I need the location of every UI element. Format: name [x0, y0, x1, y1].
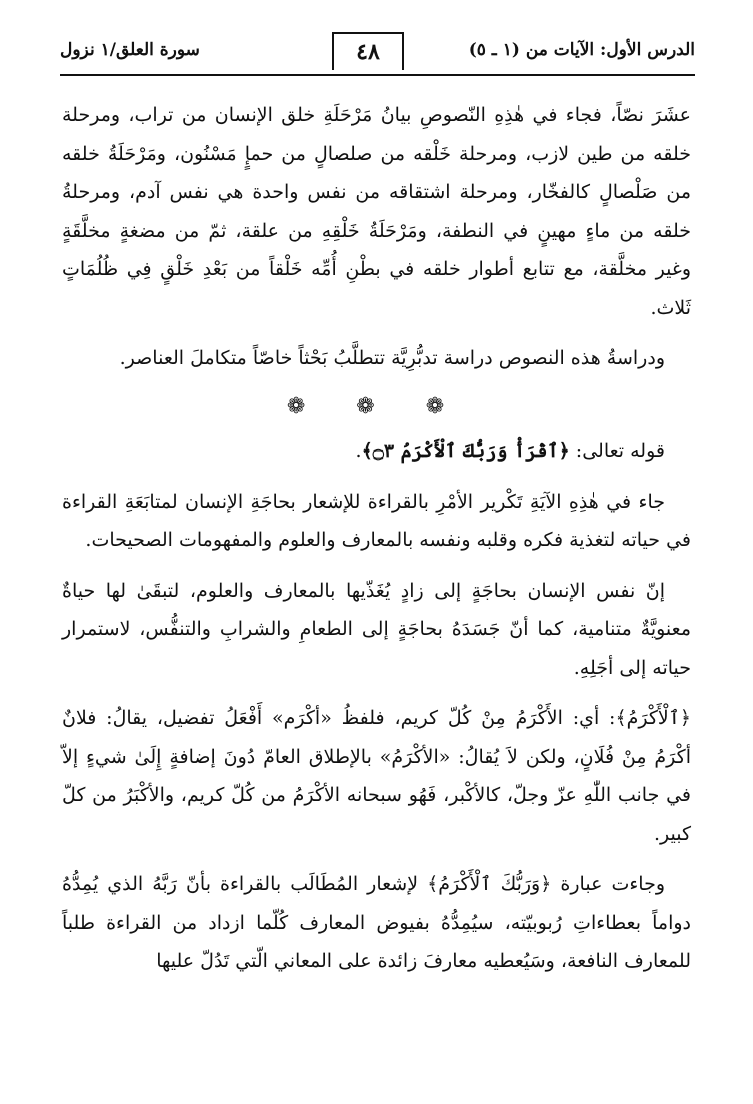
verse-heading: [62, 432, 691, 471]
paragraph-text: ودراسةُ هذه النصوص دراسة تدبُّرِيَّة تتطلَّبُ بَحْثاً خاصّاً متكاملَ العناصر.: [119, 347, 665, 369]
paragraph: [62, 699, 691, 853]
paragraph: [62, 865, 691, 981]
paragraph-text: إنّ نفس الإنسان بحاجَةٍ إلى زادٍ يُغَذّيها بالمعارف والعلوم، لتبقَىٰ لها حياةٌ معنويَّةٌ متنامية، كما أنّ جَسَدَهُ بحاجَةٍ إلى الطعامِ والشرابِ والتنفُّس، لاستمرار حياته إلى أجَلِهِ.: [62, 579, 691, 679]
page-body: [62, 96, 691, 981]
verse-lead: قوله تعالى:: [569, 440, 665, 462]
page-number: ٤٨: [332, 32, 404, 70]
surah-label: سورة العلق/١ نزول: [60, 40, 200, 60]
paragraph-text: ﴿ٱلْأَكْرَمُ﴾: أي: الأَكْرَمُ مِنْ كُلّ كريم، فلفظُ «أكْرَم» أَفْعَلُ تفضيل، يقالُ: فلانٌ أكْرَمُ مِنْ فُلَانٍ، ولكن لاَ يُقالُ: «الأكْرَمُ» بالإطلاق العامّ دُونَ إضافةٍ إِلَىٰ شيءٍ إلاّ في جانب اللّٰهِ عزّ وجلّ، كالأكْبر، فَهُو سبحانه الأكْرَمُ من كُلّ كريم، والأكْبَرُ من كلّ كبير.: [62, 707, 691, 845]
paragraph: [62, 339, 691, 378]
paragraph-text: جاء في هٰذِهِ الآيَةِ تَكْرير الأمْرِ بالقراءة للإشعار بحاجَةِ الإنسان لمتابَعَةِ القراءة في حياته لتغذية فكره وقلبه ونفسه بالمعارف والعلوم والمفهومات الصحيحات.: [62, 490, 691, 551]
section-separator: ❁ ❁ ❁: [286, 393, 467, 419]
paragraph: [62, 483, 691, 560]
paragraph: عشَرَ نصّاً، فجاء في هٰذِهِ النّصوصِ بيانُ مَرْحَلَةِ خلق الإنسان من تراب، ومرحلة خلقه من طين لازب، ومرحلة خَلْقه من صلصالٍ من حمإٍ مَسْنُون، ومَرْحَلَةُ خلقه من صَلْصالٍ كالفخّار، ومرحلة اشتقاقه من نفس واحدة هي نفس آدم، ومرحلةُ خلقه من ماءٍ مهينٍ في النطفة، ومَرْحَلَةُ خَلْقِهِ من علقة، ثمّ من مضغةٍ مخلَّقَةٍ وغير مخلَّقة، مع تتابع أطوار خلقه في بطْنِ أُمِّه خَلْقاً من بَعْدِ خَلْقٍ فِي ظُلُمَاتٍ ثَلاث.: [62, 104, 691, 319]
paragraph-text: وجاءت عبارة ﴿وَرَبُّكَ ٱلْأَكْرَمُ﴾ لإشعار المُطَالَب بالقراءة بأنّ رَبَّهُ الذي يُمِدُّهُ دواماً بعطاءاتِ رُبوبيّته، سيُمِدُّهُ بفيوض المعارف كُلّما ازداد من القراءة طلباً للمعارف النافعة، وسَيُعطيه معارفَ زائدة على المعاني الّتي تَدُلّ عليها: [62, 873, 691, 972]
verse-end: .: [355, 440, 362, 462]
page-header: [60, 30, 695, 76]
lesson-title: الدرس الأول: الآيات من (١ ـ ٥): [468, 40, 695, 60]
paragraph: [62, 572, 691, 688]
verse-text: ﴿ٱقْرَأْ وَرَبُّكَ ٱلْأَكْرَمُ ۝٣﴾: [361, 440, 570, 462]
